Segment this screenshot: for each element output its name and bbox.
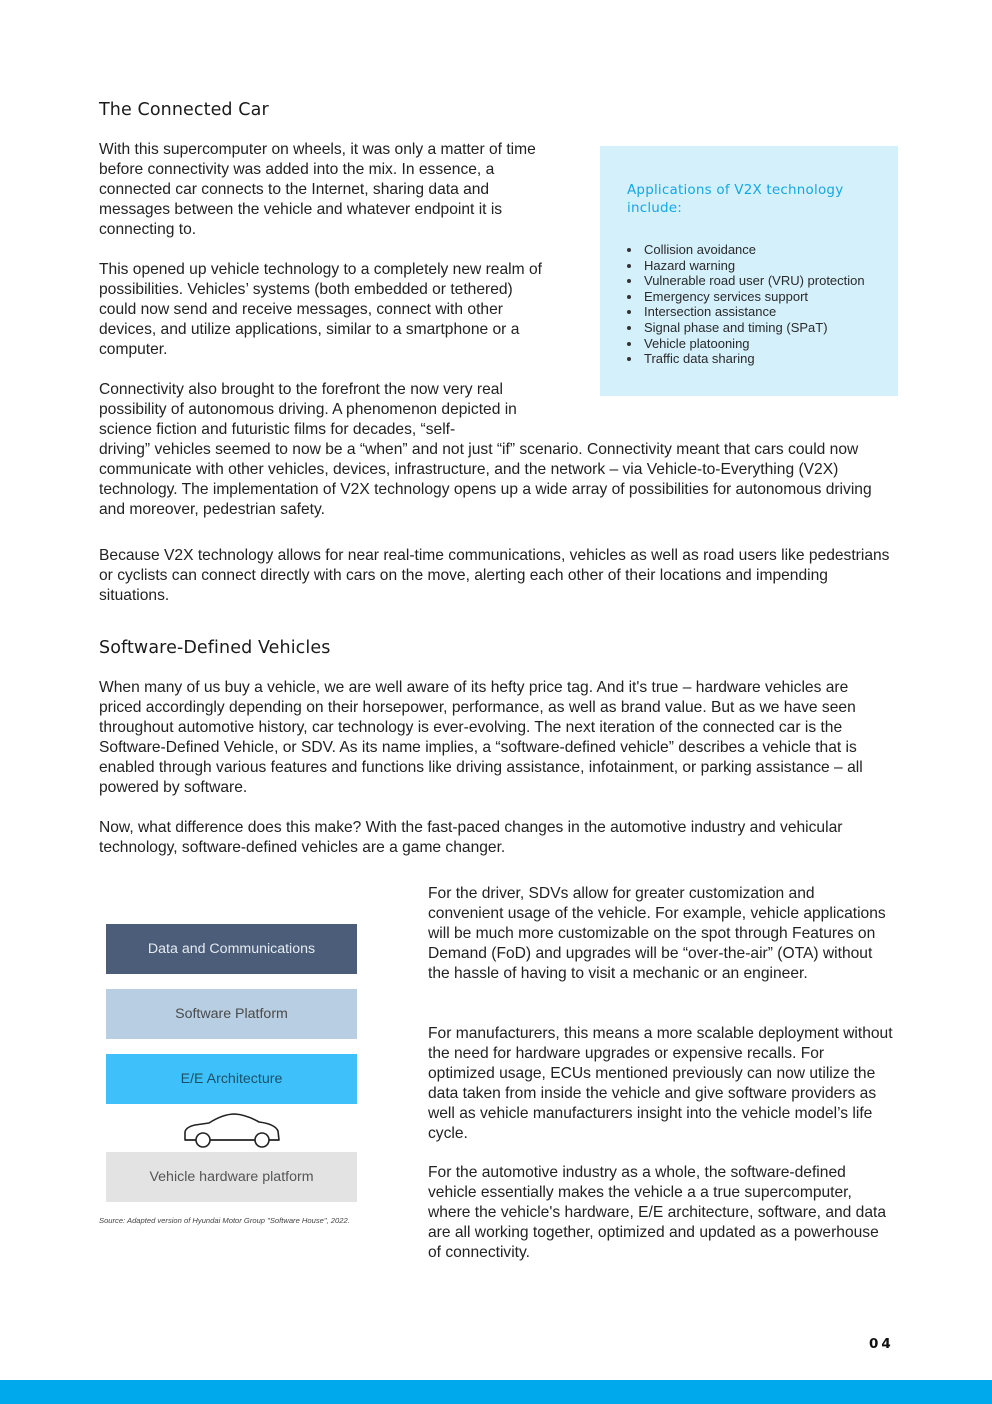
paragraph: With this supercomputer on wheels, it was only a matter of time before connectivity was added into the mix. In essence, a connected car connects to the Internet, sharing data and messages between the vehicle and whatever endpoint it is connecting to. <box>99 141 536 238</box>
layer-ee-architecture: E/E Architecture <box>106 1054 357 1104</box>
paragraph: Because V2X technology allows for near real-time communications, vehicles as well as road users like pedestrians or cyclists can connect directly with cars on the move, alerting each other of their locations and impending situations. <box>99 547 890 604</box>
paragraph: driving” vehicles seemed to now be a “when” and not just “if” scenario. Connectivity meant that cars could now communicate with other vehicles, devices, infrastructure, and the network – via Vehicle-to-Everything (V2X) technology. The implementation of V2X technology opens up a wide array of possibilities for autonomous driving and moreover, pedestrian safety. <box>99 441 872 518</box>
section-heading-connected-car: The Connected Car <box>99 100 269 120</box>
list-item: Hazard warning <box>627 258 865 274</box>
v2x-applications-callout <box>600 146 898 396</box>
paragraph: For manufacturers, this means a more scalable deployment without the need for hardware upgrades or expensive recalls. For optimized usage, ECUs mentioned previously can now utilize the data taken from inside the vehicle and give software providers as well as vehicle manufacturers insight into the vehicle model’s life cycle. <box>428 1025 893 1142</box>
list-item: Traffic data sharing <box>627 351 865 367</box>
layer-data-communications: Data and Communications <box>106 924 357 974</box>
paragraph: For the driver, SDVs allow for greater customization and convenient usage of the vehicle. For example, vehicle applications will be much more customizable on the spot through Features on Demand (FoD) and upgrades will be “over-the-air” (OTA) without the hassle of having to visit a mechanic or an engineer. <box>428 885 886 982</box>
car-outline-icon <box>181 1112 283 1150</box>
paragraph: For the automotive industry as a whole, the software-defined vehicle essentially makes the vehicle a a true supercomputer, where the vehicle's hardware, E/E architecture, software, and data are all working together, optimized and updated as a powerhouse of connectivity. <box>428 1164 887 1261</box>
layer-vehicle-hardware-platform: Vehicle hardware platform <box>106 1152 357 1202</box>
list-item: Vehicle platooning <box>627 336 865 352</box>
paragraph: When many of us buy a vehicle, we are well aware of its hefty price tag. And it's true – hardware vehicles are priced accordingly depending on their horsepower, performance, as well as brand value. But as we have seen throughout automotive history, car technology is ever-evolving. The next iteration of the connected car is the Software-Defined Vehicle, or SDV. As its name implies, a “software-defined vehicle” describes a vehicle that is enabled through various features and functions like driving assistance, infotainment, or parking assistance – all powered by software. <box>99 679 863 796</box>
list-item: Intersection assistance <box>627 304 865 320</box>
list-item: Collision avoidance <box>627 242 865 258</box>
callout-title: Applications of V2X technology include: <box>627 182 844 216</box>
paragraph: Now, what difference does this make? With the fast-paced changes in the automotive industry and vehicular technology, software-defined vehicles are a game changer. <box>99 819 843 856</box>
section-heading-sdv: Software-Defined Vehicles <box>99 638 331 658</box>
footer-accent-bar <box>0 1380 992 1404</box>
diagram-source-caption: Source: Adapted version of Hyundai Motor Group "Software House", 2022. <box>99 1216 350 1225</box>
paragraph: Connectivity also brought to the forefront the now very real possibility of autonomous driving. A phenomenon depicted in science fiction and futuristic films for decades, “self- <box>99 381 517 438</box>
page-number: 04 <box>869 1336 894 1352</box>
list-item: Vulnerable road user (VRU) protection <box>627 273 865 289</box>
layer-software-platform: Software Platform <box>106 989 357 1039</box>
list-item: Emergency services support <box>627 289 865 305</box>
v2x-applications-list <box>627 242 865 367</box>
list-item: Signal phase and timing (SPaT) <box>627 320 865 336</box>
paragraph: This opened up vehicle technology to a completely new realm of possibilities. Vehicles’ systems (both embedded or tethered) could now send and receive messages, connect with other devices, and utilize applications, similar to a smartphone or a computer. <box>99 261 542 358</box>
